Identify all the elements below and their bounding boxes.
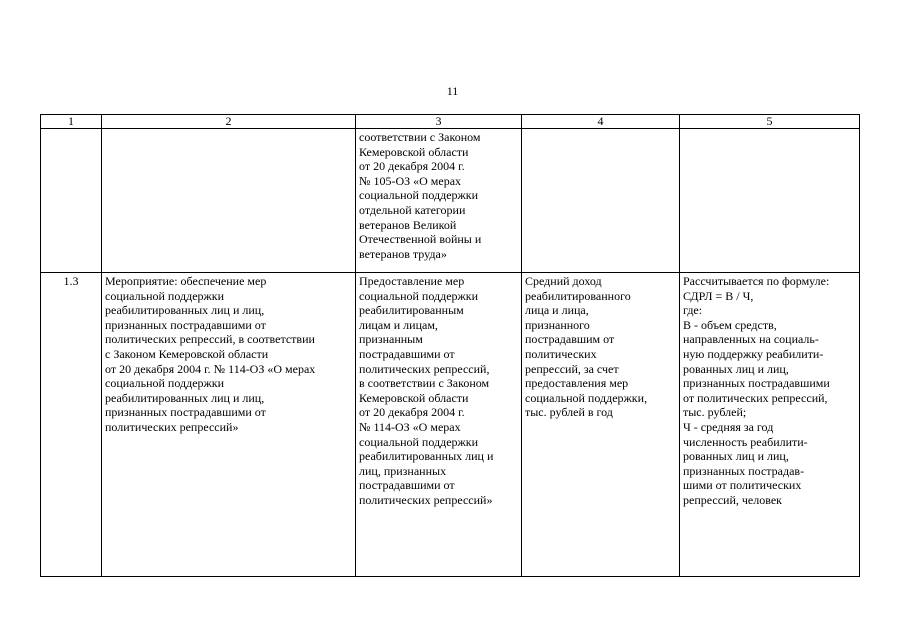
description-cell: соответствии с Законом Кемеровской области от 20 декабря 2004 г. № 105-ОЗ «О мерах социальной поддержки отдельной категории ветеранов Великой Отечественной войны и ветеранов труда»	[356, 129, 522, 273]
formula-cell: Рассчитывается по формуле: СДРЛ = В / Ч, где: В - объем средств, направленных на социаль- ную поддержку реабилити- рованных лиц и лиц, признанных пострадавшими от политических репрессий, тыс. рублей; Ч - средняя за год численность реабилити- рованных лиц и лиц, признанных пострадав- шими от политических репрессий, человек	[680, 273, 860, 577]
row-number-cell: 1.3	[41, 273, 102, 577]
indicator-table	[40, 114, 860, 577]
column-header-2: 2	[102, 115, 356, 129]
indicator-cell: Средний доход реабилитированного лица и лица, признанного пострадавшим от политических репрессий, за счет предоставления мер социальной поддержки, тыс. рублей в год	[522, 273, 680, 577]
description-cell: Предоставление мер социальной поддержки реабилитированным лицам и лицам, признанным пострадавшими от политических репрессий, в соответствии с Законом Кемеровской области от 20 декабря 2004 г. № 114-ОЗ «О мерах социальной поддержки реабилитированных лиц и лиц, признанных пострадавшими от политических репрессий»	[356, 273, 522, 577]
page-number: 11	[446, 84, 459, 98]
name-cell: Мероприятие: обеспечение мер социальной поддержки реабилитированных лиц и лиц, признанных пострадавшими от политических репрессий, в соответствии с Законом Кемеровской области от 20 декабря 2004 г. № 114-ОЗ «О мерах социальной поддержки реабилитированных лиц и лиц, признанных пострадавшими от политических репрессий»	[102, 273, 356, 577]
column-header-4: 4	[522, 115, 680, 129]
table-row-1-3	[41, 273, 860, 577]
table-row-continuation	[41, 129, 860, 273]
name-cell	[102, 129, 356, 273]
column-header-3: 3	[356, 115, 522, 129]
indicator-cell	[522, 129, 680, 273]
table-header-row	[41, 115, 860, 129]
column-header-1: 1	[41, 115, 102, 129]
column-header-5: 5	[680, 115, 860, 129]
row-number-cell	[41, 129, 102, 273]
formula-cell	[680, 129, 860, 273]
